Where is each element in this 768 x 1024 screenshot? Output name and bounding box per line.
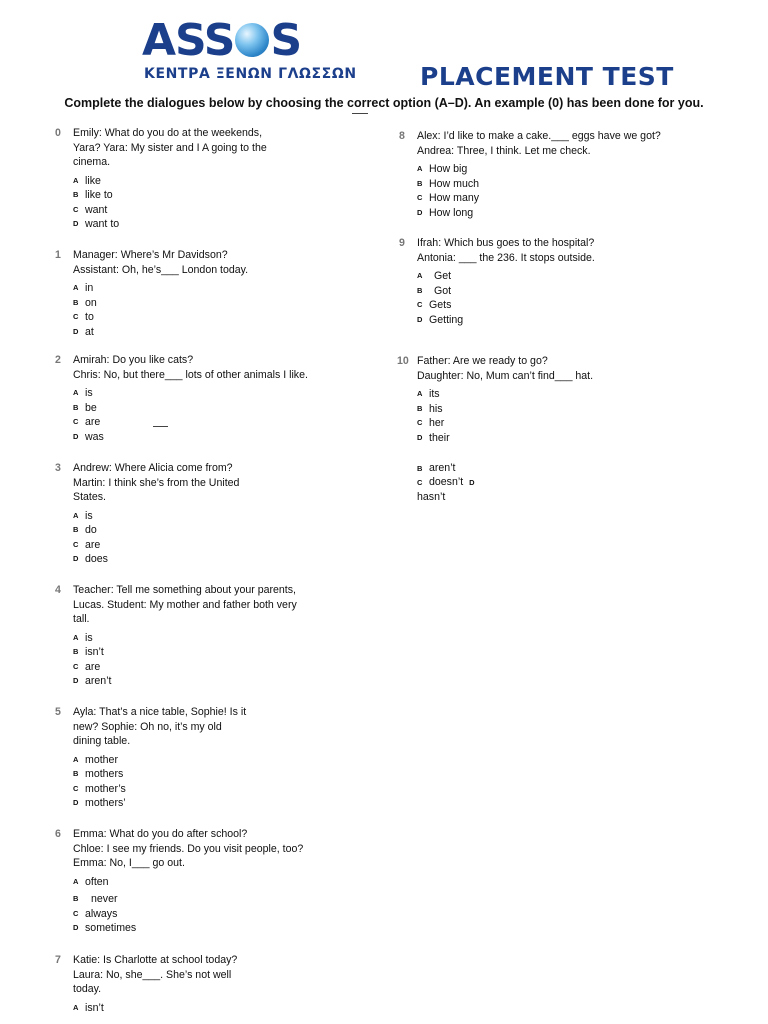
logo-subtitle: ΚΕΝΤΡΑ ΞΕΝΩΝ ΓΛΩΣΣΩΝ	[144, 66, 357, 82]
option-b[interactable]: B mothers	[73, 768, 124, 780]
logo-wordmark: ASS S	[142, 15, 302, 66]
option-d[interactable]: D at	[73, 325, 94, 338]
question-number: 9	[399, 237, 405, 249]
answer-blank	[153, 426, 168, 427]
options-list	[417, 387, 747, 445]
option-d[interactable]: D was	[73, 430, 104, 443]
option-b[interactable]: B never	[73, 893, 118, 905]
question-1	[55, 248, 373, 339]
option-c[interactable]: C her	[417, 417, 445, 429]
option-a[interactable]: A like	[73, 174, 101, 187]
option-a[interactable]: A isn’t	[73, 1001, 104, 1014]
option-a[interactable]: A Get	[417, 270, 452, 282]
stray-option-d[interactable]: hasn’t	[417, 491, 446, 503]
option-c[interactable]: C are	[73, 538, 101, 551]
option-d[interactable]: D Getting	[417, 313, 464, 326]
option-c[interactable]: C to	[73, 311, 94, 323]
question-5	[55, 705, 373, 811]
page-title: PLACEMENT TEST	[420, 62, 674, 91]
options-list	[73, 875, 373, 936]
question-number: 1	[55, 249, 61, 261]
question-6	[55, 827, 373, 936]
option-c[interactable]: C Gets	[417, 299, 452, 311]
option-a[interactable]: A mother	[73, 753, 118, 766]
globe-icon	[235, 23, 269, 57]
options-list	[73, 281, 373, 339]
question-text: Ifrah: Which bus goes to the hospital? Antonia: ___ the 236. It stops outside.	[417, 237, 595, 264]
options-list	[73, 174, 373, 232]
question-text: Emily: What do you do at the weekends, Yara? Yara: My sister and I A going to the cinema.	[73, 127, 267, 168]
stray-option-c[interactable]: C doesn’t D	[417, 476, 475, 488]
options-list	[73, 1001, 373, 1016]
question-text: Alex: I’d like to make a cake.___ eggs have we got? Andrea: Three, I think. Let me check.	[417, 130, 661, 157]
question-text: Ayla: That’s a nice table, Sophie! Is it new? Sophie: Oh no, it’s my old dining table.	[73, 706, 247, 747]
question-2	[55, 353, 373, 444]
option-c[interactable]: C mother’s	[73, 782, 126, 795]
question-text: Katie: Is Charlotte at school today? Laura: No, she___. She’s not well today.	[73, 954, 238, 995]
option-b[interactable]: B his	[417, 402, 443, 415]
options-list	[73, 631, 373, 689]
option-c[interactable]: C always	[73, 907, 118, 920]
option-d[interactable]: D mothers’	[73, 797, 126, 809]
question-number: 0	[55, 127, 61, 139]
option-b[interactable]: B isn’t	[73, 646, 104, 658]
question-7	[55, 953, 373, 1015]
question-text: Teacher: Tell me something about your parents, Lucas. Student: My mother and father both very tall.	[73, 584, 297, 625]
question-number: 3	[55, 462, 61, 474]
question-number: 6	[55, 828, 61, 840]
question-text: Manager: Where’s Mr Davidson? Assistant: Oh, he’s___ London today.	[73, 249, 249, 276]
question-text: Emma: What do you do after school? Chloe: I see my friends. Do you visit people, too? Emma: No, I___ go out.	[73, 828, 304, 869]
option-d[interactable]: D aren’t	[73, 675, 112, 687]
option-d[interactable]: D sometimes	[73, 922, 137, 934]
option-a[interactable]: A How big	[417, 163, 468, 175]
option-a[interactable]: A is	[73, 387, 93, 399]
options-list	[417, 269, 747, 327]
option-d[interactable]: D How long	[417, 206, 474, 219]
options-list	[73, 386, 373, 444]
assos-logo	[132, 14, 357, 92]
question-text: Andrew: Where Alicia come from? Martin: I think she’s from the United States.	[73, 462, 240, 503]
question-number: 2	[55, 354, 61, 366]
option-d[interactable]: D does	[73, 553, 108, 565]
option-c[interactable]: C are	[73, 660, 101, 673]
question-number: 8	[399, 130, 405, 142]
question-text: Father: Are we ready to go? Daughter: No, Mum can’t find___ hat.	[417, 355, 594, 382]
question-3	[55, 461, 373, 567]
option-a[interactable]: A is	[73, 631, 93, 644]
instructions: Complete the dialogues below by choosing the correct option (A–D). An example (0) has been done for you.	[64, 96, 704, 110]
option-a[interactable]: A often	[73, 875, 109, 888]
options-list	[417, 162, 747, 220]
options-list	[73, 509, 373, 567]
question-number: 4	[55, 584, 61, 596]
option-b[interactable]: B do	[73, 524, 97, 536]
option-c[interactable]: C How many	[417, 192, 480, 204]
question-text: Amirah: Do you like cats? Chris: No, but there___ lots of other animals I like.	[73, 354, 308, 381]
question-0	[55, 126, 373, 232]
option-b[interactable]: B like to	[73, 189, 113, 201]
question-9	[399, 236, 747, 327]
option-a[interactable]: A in	[73, 282, 94, 294]
underline-mark	[352, 113, 368, 114]
question-10	[397, 354, 747, 445]
option-b[interactable]: B How much	[417, 177, 480, 190]
option-d[interactable]: D their	[417, 431, 450, 444]
options-list	[73, 753, 373, 811]
question-4	[55, 583, 373, 689]
option-b[interactable]: B Got	[417, 284, 452, 297]
option-b[interactable]: B on	[73, 296, 97, 309]
stray-option-b[interactable]: B aren’t	[417, 462, 456, 474]
option-d[interactable]: D want to	[73, 218, 120, 230]
option-a[interactable]: A is	[73, 509, 93, 522]
question-number: 7	[55, 954, 61, 966]
question-number: 5	[55, 706, 61, 718]
question-8	[399, 129, 747, 220]
option-c[interactable]: C want	[73, 203, 108, 216]
option-b[interactable]: B be	[73, 401, 97, 414]
option-c[interactable]: C are	[73, 416, 101, 428]
option-a[interactable]: A its	[417, 388, 440, 400]
question-number: 10	[397, 355, 409, 367]
